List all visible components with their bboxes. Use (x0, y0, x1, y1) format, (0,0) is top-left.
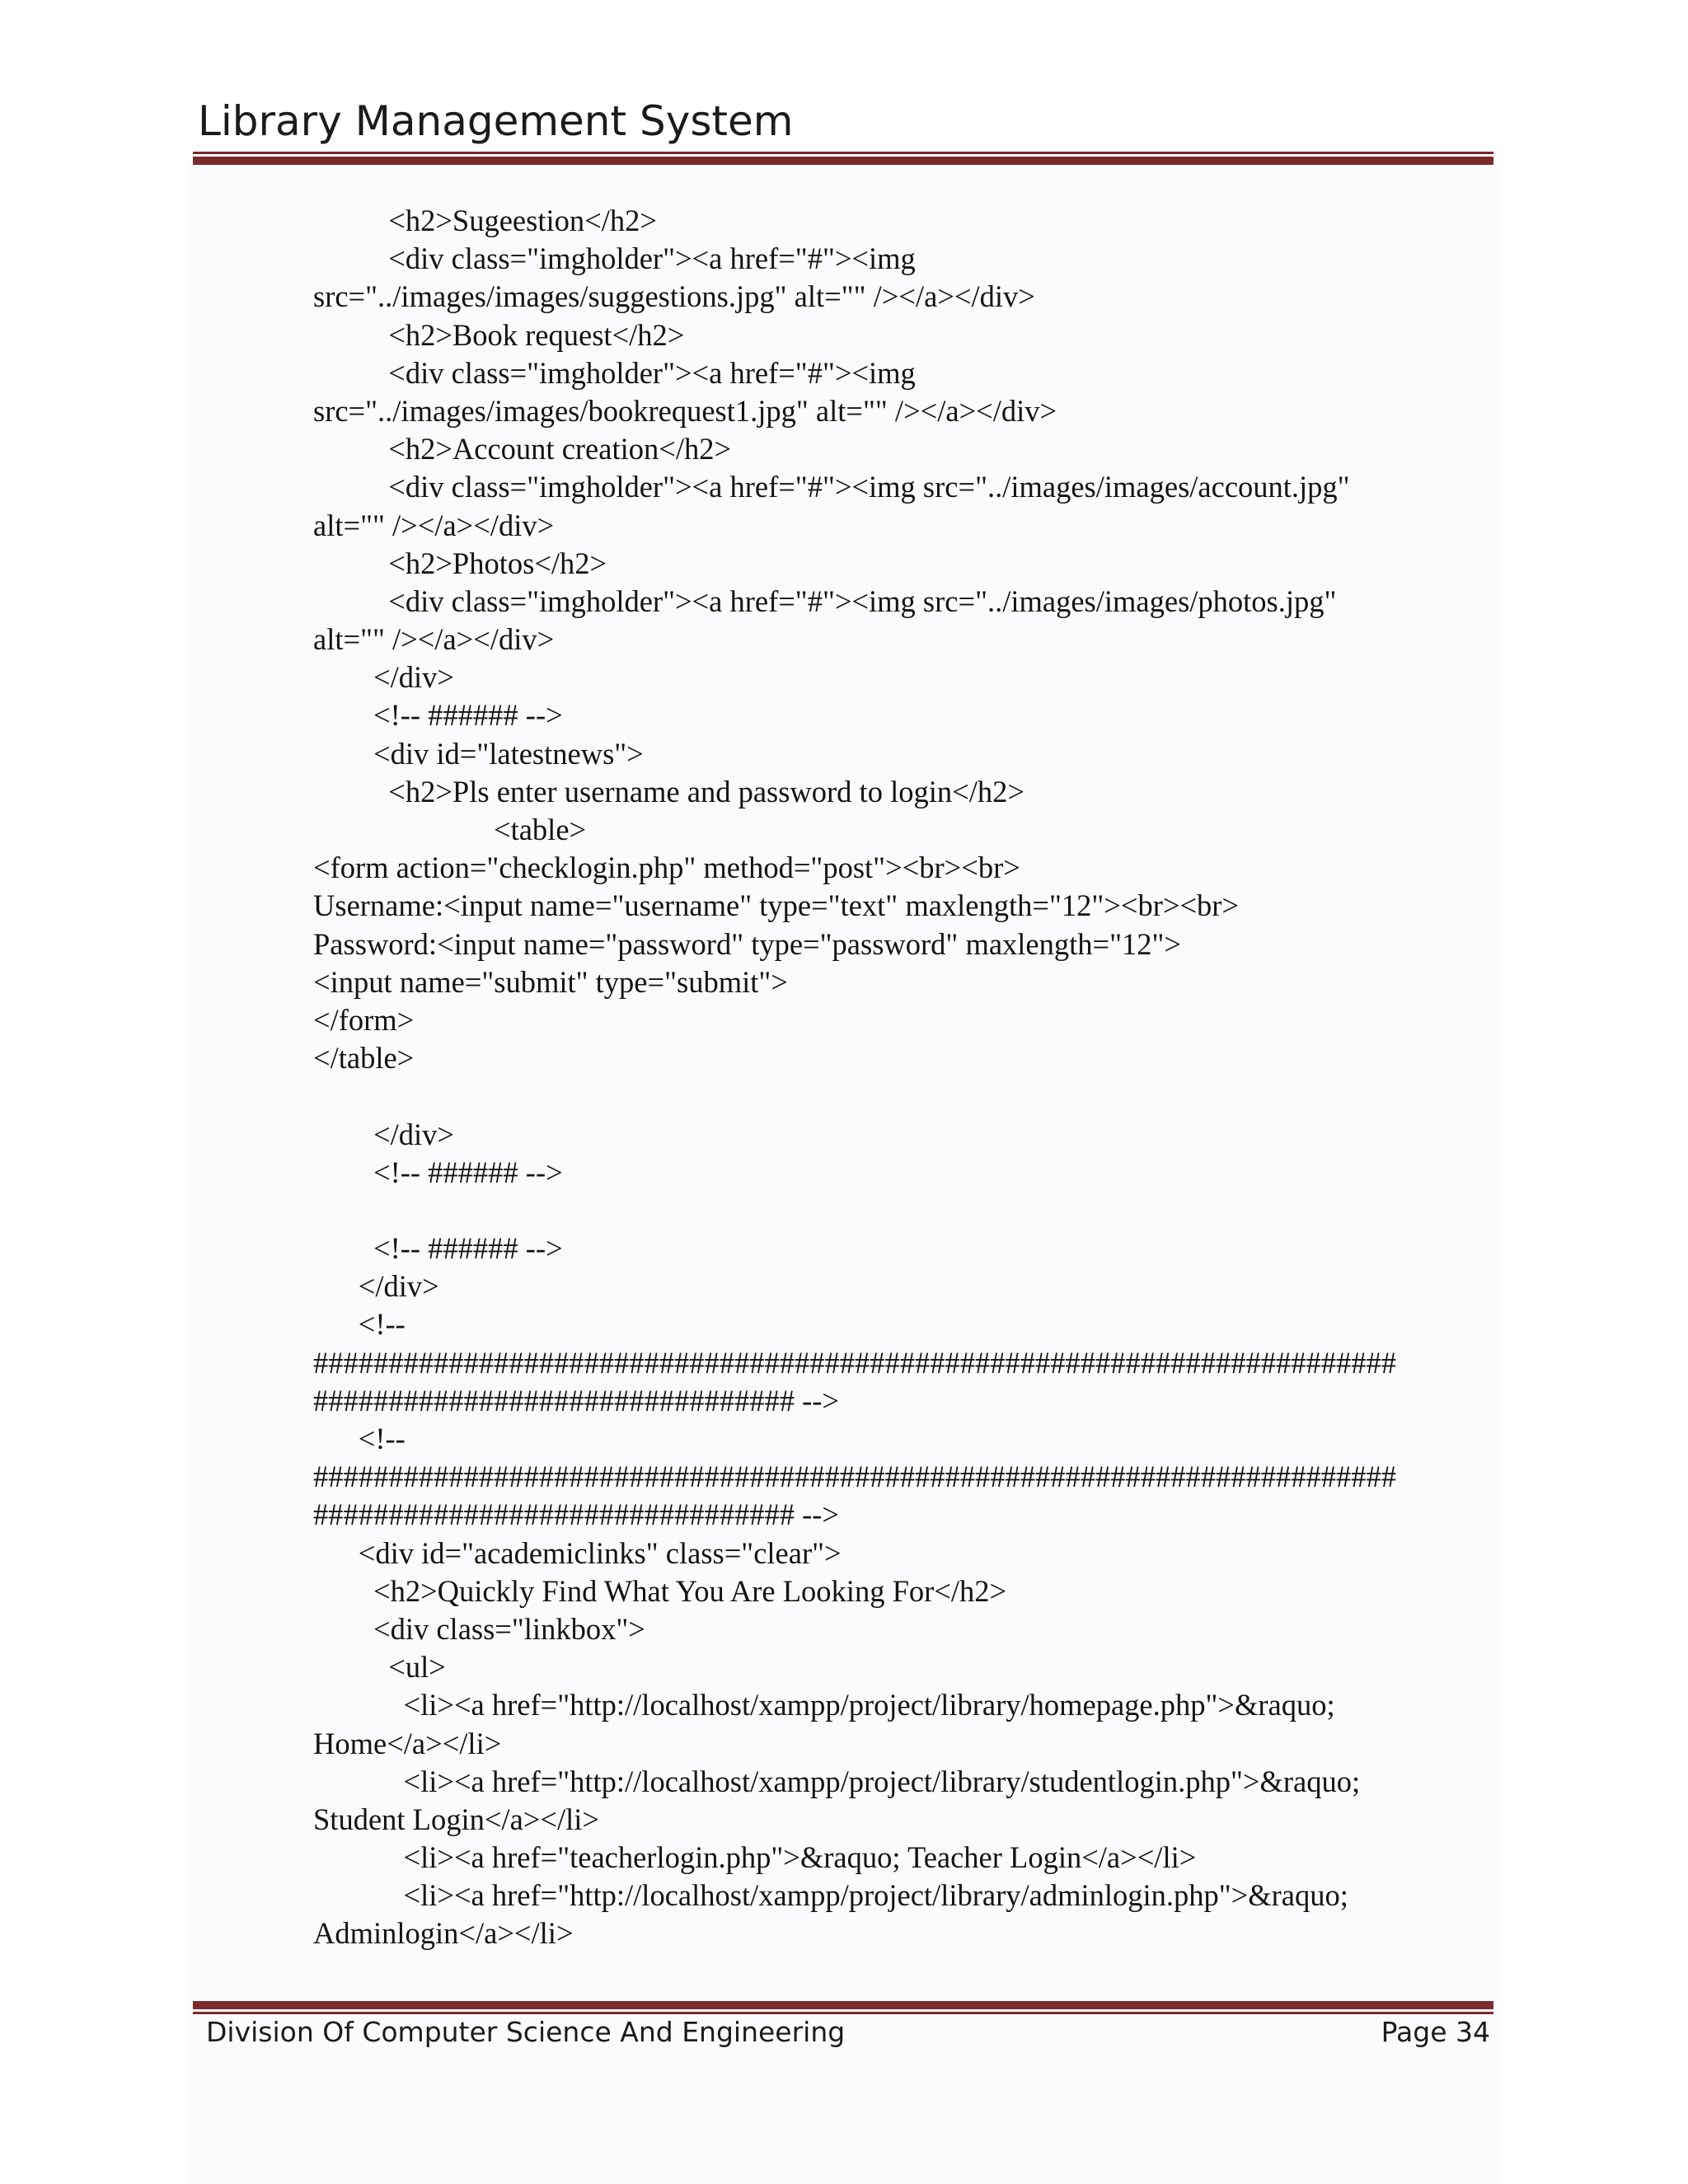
code-line: </table> (313, 1041, 415, 1076)
code-line: ######################################################################## (313, 1345, 1396, 1380)
code-line: Student Login</a></li> (313, 1802, 599, 1836)
header-rule-thick (193, 157, 1493, 165)
code-line: ######################################################################## (313, 1460, 1396, 1494)
code-line: <h2>Book request</h2> (313, 317, 685, 352)
code-line: ################################ --> (313, 1383, 840, 1418)
code-line: <div id="academiclinks" class="clear"> (313, 1535, 842, 1570)
code-line: src="../images/images/bookrequest1.jpg" alt="" /></a></div> (313, 393, 1057, 428)
code-line: <!-- ###### --> (313, 1231, 563, 1266)
code-line: <!-- (313, 1422, 406, 1455)
code-line: </div> (313, 660, 454, 695)
code-line (313, 1077, 1500, 1115)
code-line: <h2>Pls enter username and password to login</h2> (313, 774, 1025, 808)
code-line: <li><a href="teacherlogin.php">&raquo; Teacher Login</a></li> (313, 1840, 1197, 1875)
code-line: <h2>Account creation</h2> (313, 432, 732, 466)
code-line: alt="" /></a></div> (313, 622, 555, 657)
code-line: Password:<input name="password" type="password" maxlength="12"> (313, 926, 1181, 961)
code-line: <table> (313, 813, 587, 846)
code-line: Username:<input name="username" type="text" maxlength="12"><br><br> (313, 888, 1240, 923)
header-rule-thin (193, 152, 1493, 154)
code-line: src="../images/images/suggestions.jpg" alt="" /></a></div> (313, 279, 1035, 314)
code-line: <h2>Sugeestion</h2> (313, 204, 657, 237)
code-line: <li><a href="http://localhost/xampp/project/library/homepage.php">&raquo; (313, 1688, 1335, 1722)
code-line: </div> (313, 1117, 454, 1151)
code-line: <input name="submit" type="submit"> (313, 964, 788, 999)
code-line: alt="" /></a></div> (313, 508, 555, 542)
code-line: ################################ --> (313, 1497, 840, 1532)
code-line: </form> (313, 1002, 415, 1037)
code-line: <div class="imgholder"><a href="#"><img (313, 241, 916, 276)
code-line: <div id="latestnews"> (313, 736, 644, 771)
code-line: <li><a href="http://localhost/xampp/project/library/adminlogin.php">&raquo; (313, 1878, 1348, 1913)
page-number: Page 34 (1381, 2016, 1490, 2048)
code-line: <div class="linkbox"> (313, 1611, 645, 1646)
code-line: <div class="imgholder"><a href="#"><img src="../images/images/photos.jpg" (313, 583, 1337, 618)
code-line: <li><a href="http://localhost/xampp/project/library/studentlogin.php">&raquo; (313, 1764, 1361, 1798)
code-listing (313, 202, 1500, 1953)
code-line: <form action="checklogin.php" method="post"><br><br> (313, 851, 1020, 885)
code-line: <div class="imgholder"><a href="#"><img src="../images/images/account.jpg" (313, 470, 1350, 504)
code-line: <div class="imgholder"><a href="#"><img (313, 355, 916, 390)
code-line: <h2>Photos</h2> (313, 546, 607, 580)
code-line: <h2>Quickly Find What You Are Looking For</h2> (313, 1573, 1007, 1608)
code-line (313, 1192, 1500, 1230)
code-line: </div> (313, 1269, 439, 1304)
footer-rule-thick (193, 2001, 1493, 2009)
code-line: Adminlogin</a></li> (313, 1916, 574, 1951)
footer-rule-thin (193, 2012, 1493, 2014)
code-line: <!-- (313, 1307, 406, 1342)
document-header-title: Library Management System (198, 97, 794, 145)
code-line: <ul> (313, 1650, 446, 1685)
footer-division-label: Division Of Computer Science And Engineering (206, 2016, 846, 2048)
code-line: <!-- ###### --> (313, 698, 563, 733)
code-line: Home</a></li> (313, 1726, 502, 1760)
code-line: <!-- ###### --> (313, 1155, 563, 1189)
